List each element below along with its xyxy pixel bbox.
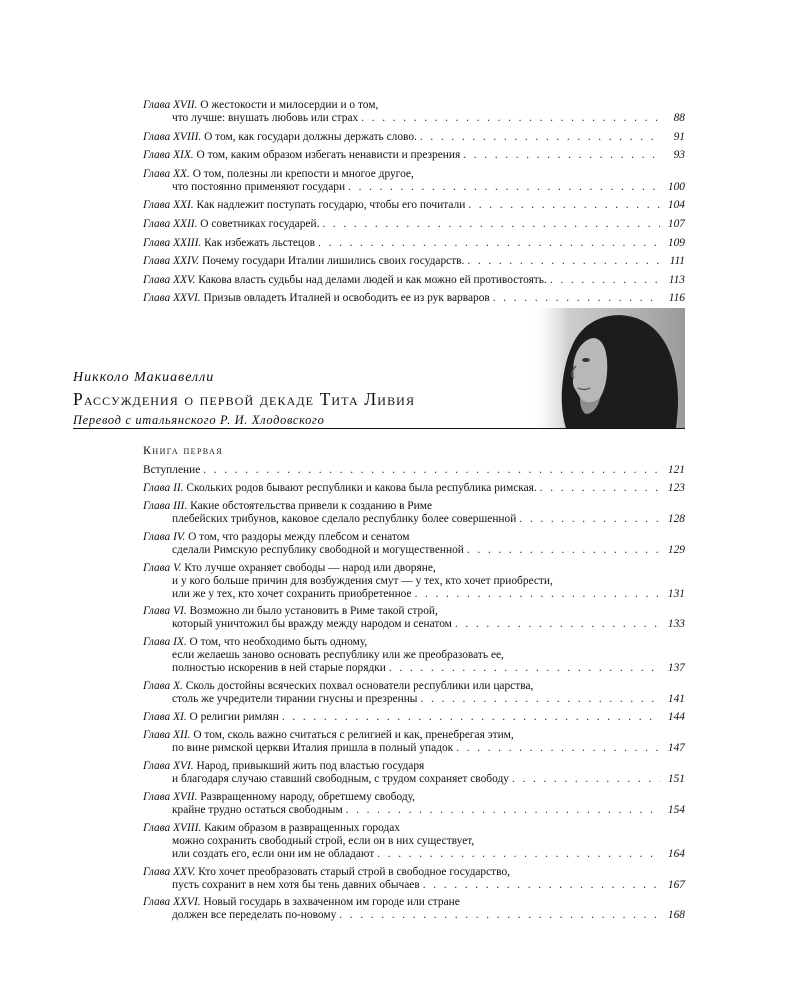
chapter-title-text: О том, как государи должны держать слово. <box>204 130 417 143</box>
page-number: 133 <box>667 618 685 631</box>
chapter-title-text: Вступление <box>143 464 201 476</box>
toc-entry-line <box>143 791 685 804</box>
chapter-label: Глава XXIII. <box>143 236 202 249</box>
page-number: 93 <box>673 149 685 162</box>
chapter-title-text: О том, полезны ли крепости и многое другое, <box>192 167 414 180</box>
work-title: Рассуждения о первой декаде Тита Ливия <box>73 389 416 409</box>
leader-dots <box>389 662 660 675</box>
leader-dots <box>467 544 660 557</box>
chapter-title-text: и благодаря случаю ставший свободным, с трудом сохраняет свободу <box>172 772 509 785</box>
chapter-label: Глава XXIV. <box>143 255 200 268</box>
toc-entry-line <box>143 575 685 588</box>
toc-entry-line <box>143 742 685 755</box>
toc-entry-line <box>143 693 685 706</box>
toc-entry-line <box>143 649 685 662</box>
toc-entry-line <box>143 218 685 231</box>
chapter-title-text: должен все переделать по-новому <box>172 909 337 922</box>
chapter-title-text: Каким образом в развращенных городах <box>204 821 401 834</box>
chapter-label: Глава XXVI. <box>143 292 201 305</box>
chapter-title-text: Призыв овладеть Италией и освободить ее из рук варваров <box>203 292 490 305</box>
chapter-title-text: О религии римлян <box>189 711 279 724</box>
page-number: 116 <box>668 292 685 305</box>
toc-entry-line <box>143 760 685 773</box>
chapter-title-text: О том, что необходимо быть одному, <box>189 636 368 649</box>
toc-entry-line <box>143 835 685 848</box>
leader-dots <box>550 274 660 287</box>
toc-entry[interactable] <box>143 218 685 231</box>
chapter-title-text: Сколь достойны всяческих похвал основатели республики или царства, <box>185 680 534 693</box>
chapter-title-text: пусть сохранит в нем хотя бы тень давних обычаев <box>172 878 420 891</box>
chapter-title-text: и у кого больше причин для возбуждения смут — у тех, кто хочет приобрести, <box>172 574 553 587</box>
toc-entry[interactable] <box>143 464 685 477</box>
chapter-label: Глава XVIII. <box>143 130 202 143</box>
leader-dots <box>456 742 660 755</box>
page-number: 129 <box>667 543 685 556</box>
toc-entry[interactable] <box>143 896 685 922</box>
page-number: 91 <box>673 130 685 143</box>
chapter-title-text: что лучше: внушать любовь или страх <box>172 112 359 124</box>
chapter-title-text: по вине римской церкви Италия пришла в полный упадок <box>172 742 454 755</box>
chapter-title-text: Возможно ли было установить в Риме такой строй, <box>189 605 438 618</box>
chapter-title-text: Развращенному народу, обретшему свободу, <box>200 790 416 803</box>
toc-entry[interactable] <box>143 99 685 125</box>
leader-dots <box>467 255 660 268</box>
header-divider <box>73 428 685 429</box>
chapter-title-text: Как надлежит поступать государю, чтобы его почитали <box>196 199 466 212</box>
page-number: 147 <box>667 742 685 755</box>
toc-entry-line <box>143 562 685 575</box>
toc-entry-line <box>143 168 685 181</box>
translator-line: Перевод с итальянского Р. И. Хлодовского <box>73 413 325 427</box>
leader-dots <box>322 218 660 231</box>
toc-entry[interactable] <box>143 866 685 892</box>
chapter-title-text: О том, что раздоры между плебсом и сенатом <box>188 530 410 543</box>
toc-entry-line <box>143 680 685 693</box>
toc-entry-line <box>143 292 685 305</box>
toc-entry[interactable] <box>143 168 685 194</box>
chapter-label: Глава XXII. <box>143 217 198 230</box>
chapter-title-text: Новый государь в захваченном им городе или стране <box>203 896 460 909</box>
chapter-title-text: Скольких родов бывают республики и какова была республика римская. <box>186 481 537 494</box>
chapter-label: Глава XVII. <box>143 99 198 111</box>
toc-entry-line <box>143 181 685 194</box>
chapter-title-text: сделали Римскую республику свободной и могущественной <box>172 543 464 556</box>
leader-dots <box>361 112 660 125</box>
toc-entry[interactable] <box>143 131 685 144</box>
leader-dots <box>423 879 660 892</box>
chapter-title-text: Народ, привыкший жить под властью государя <box>196 759 425 772</box>
page-number: 167 <box>667 878 685 891</box>
toc-entry-line <box>143 618 685 631</box>
leader-dots <box>348 181 660 194</box>
page-number: 121 <box>667 464 685 476</box>
toc-entry[interactable] <box>143 729 685 755</box>
chapter-label: Глава XVI. <box>143 759 194 772</box>
chapter-label: Глава XI. <box>143 711 187 724</box>
toc-entry-line <box>143 662 685 675</box>
leader-dots <box>339 909 660 922</box>
toc-entry[interactable] <box>143 255 685 268</box>
chapter-title-text: что постоянно применяют государи <box>172 180 346 193</box>
toc-section-discourses <box>143 464 685 927</box>
page-number: 151 <box>667 772 685 785</box>
page-number: 168 <box>667 909 685 922</box>
leader-dots <box>463 149 660 162</box>
toc-entry[interactable] <box>143 274 685 287</box>
leader-dots <box>519 513 660 526</box>
toc-entry-line <box>143 500 685 513</box>
leader-dots <box>420 131 660 144</box>
chapter-label: Глава XXI. <box>143 199 194 212</box>
toc-entry-line <box>143 866 685 879</box>
chapter-title-text: Как избежать льстецов <box>204 236 316 249</box>
chapter-title-text: полностью искоренив в ней старые порядки <box>172 662 386 675</box>
toc-entry-line <box>143 464 685 477</box>
page-number: 131 <box>667 587 685 600</box>
toc-entry[interactable] <box>143 531 685 557</box>
page-number: 144 <box>667 711 685 724</box>
page-number: 109 <box>667 236 685 249</box>
chapter-title-text: Какова власть судьбы над делами людей и как можно ей противостоять. <box>198 273 547 286</box>
page-number: 141 <box>667 693 685 706</box>
toc-entry[interactable] <box>143 822 685 861</box>
chapter-title-text: О том, сколь важно считаться с религией и как, пренебрегая этим, <box>193 729 514 742</box>
toc-entry-line <box>143 605 685 618</box>
chapter-label: Глава V. <box>143 561 182 574</box>
toc-entry[interactable] <box>143 605 685 631</box>
chapter-label: Глава II. <box>143 481 184 494</box>
toc-entry-line <box>143 482 685 495</box>
toc-entry-line <box>143 149 685 162</box>
toc-entry-line <box>143 711 685 724</box>
chapter-title-text: О советниках государей. <box>200 217 320 230</box>
leader-dots <box>282 711 660 724</box>
toc-entry-line <box>143 513 685 526</box>
chapter-label: Глава IX. <box>143 636 187 649</box>
leader-dots <box>455 618 660 631</box>
toc-entry[interactable] <box>143 711 685 724</box>
toc-entry[interactable] <box>143 760 685 786</box>
toc-entry-line <box>143 199 685 212</box>
page-number: 137 <box>667 662 685 675</box>
chapter-label: Глава X. <box>143 680 183 693</box>
toc-entry-line <box>143 237 685 250</box>
toc-entry[interactable] <box>143 149 685 162</box>
page-number: 154 <box>667 803 685 816</box>
chapter-label: Глава XXV. <box>143 273 196 286</box>
toc-entry-line <box>143 531 685 544</box>
chapter-label: Глава XII. <box>143 729 191 742</box>
work-header <box>73 370 415 428</box>
page-number: 88 <box>673 112 685 124</box>
toc-entry-line <box>143 729 685 742</box>
leader-dots <box>540 482 660 495</box>
chapter-label: Глава XVIII. <box>143 821 202 834</box>
leader-dots <box>415 588 660 601</box>
toc-entry-line <box>143 804 685 817</box>
chapter-label: Глава XXVI. <box>143 896 201 909</box>
leader-dots <box>203 464 660 477</box>
chapter-label: Глава XVII. <box>143 790 198 803</box>
page-number: 107 <box>667 217 685 230</box>
toc-entry[interactable] <box>143 791 685 817</box>
chapter-label: Глава III. <box>143 499 188 512</box>
leader-dots <box>318 237 660 250</box>
leader-dots <box>346 804 660 817</box>
toc-entry-line <box>143 112 685 125</box>
chapter-label: Глава IV. <box>143 530 186 543</box>
toc-section-prince <box>143 99 685 311</box>
chapter-title-text: если желаешь заново основать республику или же преобразовать ее, <box>172 649 504 662</box>
toc-entry-line <box>143 255 685 268</box>
toc-entry[interactable] <box>143 199 685 212</box>
chapter-title-text: О том, каким образом избегать ненависти и презрения <box>196 149 461 162</box>
toc-entry-line <box>143 848 685 861</box>
chapter-title-text: или же у тех, кто хочет сохранить приобретенное <box>172 587 412 600</box>
chapter-label: Глава XIX. <box>143 149 194 162</box>
author-name: Никколо Макиавелли <box>73 370 215 385</box>
toc-entry-line <box>143 131 685 144</box>
author-portrait <box>528 308 685 428</box>
toc-entry-line <box>143 544 685 557</box>
leader-dots <box>468 199 660 212</box>
chapter-label: Глава XX. <box>143 167 190 180</box>
chapter-title-text: или создать его, если они им не обладают <box>172 847 375 860</box>
page-number: 123 <box>667 481 685 494</box>
toc-entry[interactable] <box>143 680 685 706</box>
toc-entry[interactable] <box>143 636 685 675</box>
chapter-title-text: Кто хочет преобразовать старый строй в свободное государство, <box>198 865 511 878</box>
toc-entry-line <box>143 822 685 835</box>
chapter-title-text: крайне трудно остаться свободным <box>172 803 343 816</box>
chapter-title-text: Почему государи Италии лишились своих государств. <box>202 255 465 268</box>
leader-dots <box>420 693 660 706</box>
toc-entry[interactable] <box>143 562 685 601</box>
toc-entry-line <box>143 773 685 786</box>
chapter-title-text: плебейских трибунов, каковое сделало республику более совершенной <box>172 512 517 525</box>
page-number: 113 <box>668 273 685 286</box>
chapter-title-text: О жестокости и милосердии и о том, <box>200 99 379 111</box>
page-number: 104 <box>667 199 685 212</box>
chapter-title-text: Кто лучше охраняет свободы — народ или дворяне, <box>184 561 436 574</box>
toc-entry[interactable] <box>143 500 685 526</box>
toc-entry-line <box>143 636 685 649</box>
chapter-title-text: который уничтожил бы вражду между народом и сенатом <box>172 618 452 631</box>
toc-entry-line <box>143 274 685 287</box>
toc-entry-line <box>143 909 685 922</box>
leader-dots <box>377 848 660 861</box>
leader-dots <box>493 292 660 305</box>
chapter-title-text: Какие обстоятельства привели к созданию в Риме <box>190 499 433 512</box>
page-number: 128 <box>667 512 685 525</box>
toc-entry-line <box>143 879 685 892</box>
chapter-label: Глава XXV. <box>143 865 196 878</box>
toc-entry-line <box>143 588 685 601</box>
chapter-title-text: можно сохранить свободный строй, если он в них существует, <box>172 834 475 847</box>
toc-entry[interactable] <box>143 237 685 250</box>
toc-entry-line <box>143 99 685 112</box>
page-number: 164 <box>667 847 685 860</box>
leader-dots <box>512 773 660 786</box>
toc-entry[interactable] <box>143 482 685 495</box>
chapter-title-text: столь же учредители тирании гнусны и презренны <box>172 693 418 706</box>
page-number: 100 <box>667 180 685 193</box>
chapter-label: Глава VI. <box>143 605 187 618</box>
toc-entry-line <box>143 896 685 909</box>
page-number: 111 <box>669 255 685 268</box>
book-label: Книга первая <box>143 443 223 457</box>
toc-entry[interactable] <box>143 292 685 305</box>
